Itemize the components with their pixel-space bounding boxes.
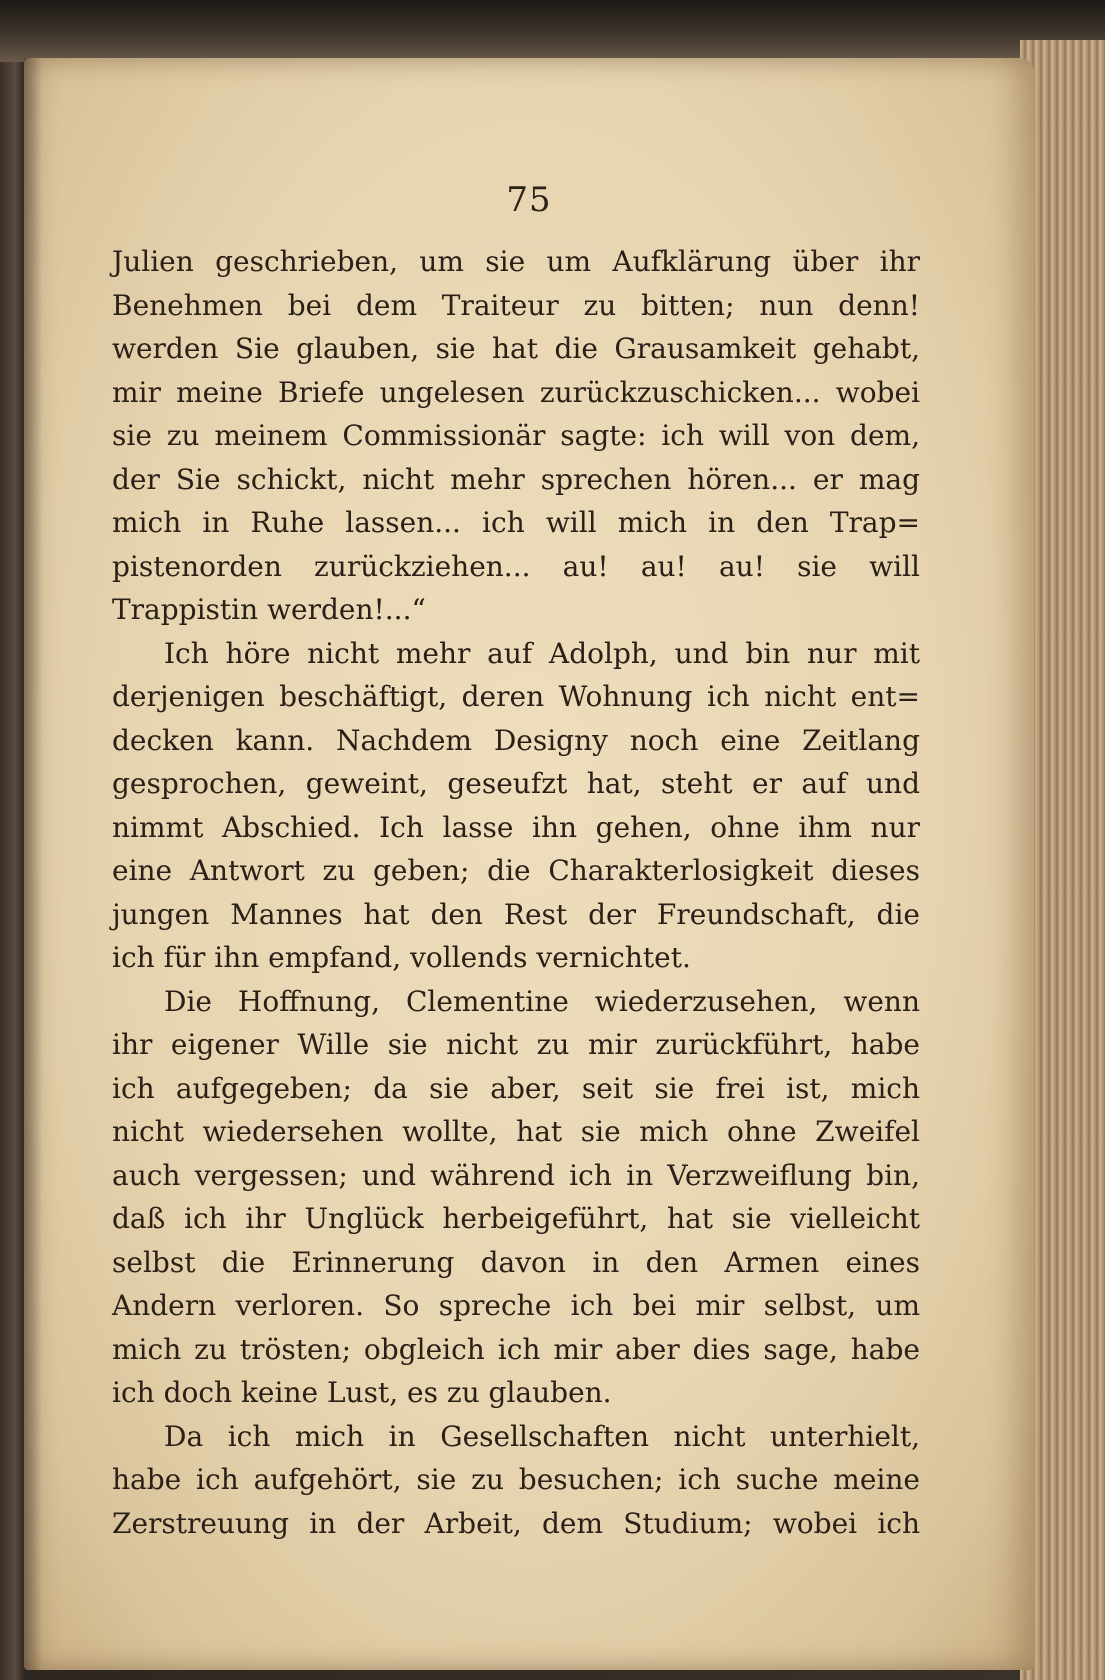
text-line: Die Hoffnung, Clementine wiederzusehen, wenn [164, 984, 920, 1018]
text-line: ihr eigener Wille sie nicht zu mir zurückführt, habe [112, 1028, 920, 1061]
book-page [24, 58, 1034, 1670]
text-line: mich in Ruhe lassen... ich will mich in den Trap= [112, 506, 920, 539]
text-line: werden Sie glauben, sie hat die Grausamkeit gehabt, [112, 332, 920, 365]
text-line: mir meine Briefe ungelesen zurückzuschicken... wobei [112, 375, 920, 409]
text-line: Trappistin werden!...“ [112, 593, 426, 626]
text-line: auch vergessen; und während ich in Verzweiflung bin, [112, 1158, 920, 1192]
text-line: daß ich ihr Unglück herbeigeführt, hat sie vielleicht [112, 1202, 920, 1235]
text-line: nicht wiedersehen wollte, hat sie mich ohne Zweifel [112, 1115, 920, 1148]
text-line: Benehmen bei dem Traiteur zu bitten; nun denn! [112, 288, 920, 322]
text-line: Andern verloren. So spreche ich bei mir selbst, um [112, 1289, 920, 1322]
page-number: 75 [506, 180, 552, 220]
text-line: nimmt Abschied. Ich lasse ihn gehen, ohne ihm nur [112, 810, 920, 844]
book-cover-edge [0, 0, 1105, 62]
page-gutter [24, 58, 42, 1670]
text-line: sie zu meinem Commissionär sagte: ich will von dem, [112, 419, 920, 452]
text-line: selbst die Erinnerung davon in den Armen eines [112, 1245, 920, 1279]
text-line: ich für ihn empfand, vollends vernichtet. [112, 941, 691, 974]
text-line: decken kann. Nachdem Designy noch eine Zeitlang [112, 723, 920, 757]
text-line: der Sie schickt, nicht mehr sprechen hören... er mag [112, 462, 920, 496]
text-line: ich doch keine Lust, es zu glauben. [112, 1376, 612, 1409]
text-line: Ich höre nicht mehr auf Adolph, und bin nur mit [164, 636, 920, 670]
text-line: gesprochen, geweint, geseufzt hat, steht er auf und [112, 767, 920, 800]
text-line: eine Antwort zu geben; die Charakterlosigkeit dieses [112, 854, 920, 887]
text-line: Zerstreuung in der Arbeit, dem Studium; wobei ich [112, 1506, 920, 1540]
text-line: pistenorden zurückziehen... au! au! au! sie will [112, 549, 920, 583]
page-text [112, 240, 920, 1545]
text-line: mich zu trösten; obgleich ich mir aber dies sage, habe [112, 1332, 920, 1366]
text-line: Julien geschrieben, um sie um Aufklärung über ihr [112, 245, 920, 278]
text-line: jungen Mannes hat den Rest der Freundschaft, die [112, 897, 920, 931]
text-line: Da ich mich in Gesellschaften nicht unterhielt, [164, 1419, 920, 1453]
text-line: habe ich aufgehört, sie zu besuchen; ich suche meine [112, 1463, 920, 1496]
text-line: ich aufgegeben; da sie aber, seit sie frei ist, mich [112, 1071, 920, 1105]
text-line: derjenigen beschäftigt, deren Wohnung ich nicht ent= [112, 680, 920, 713]
